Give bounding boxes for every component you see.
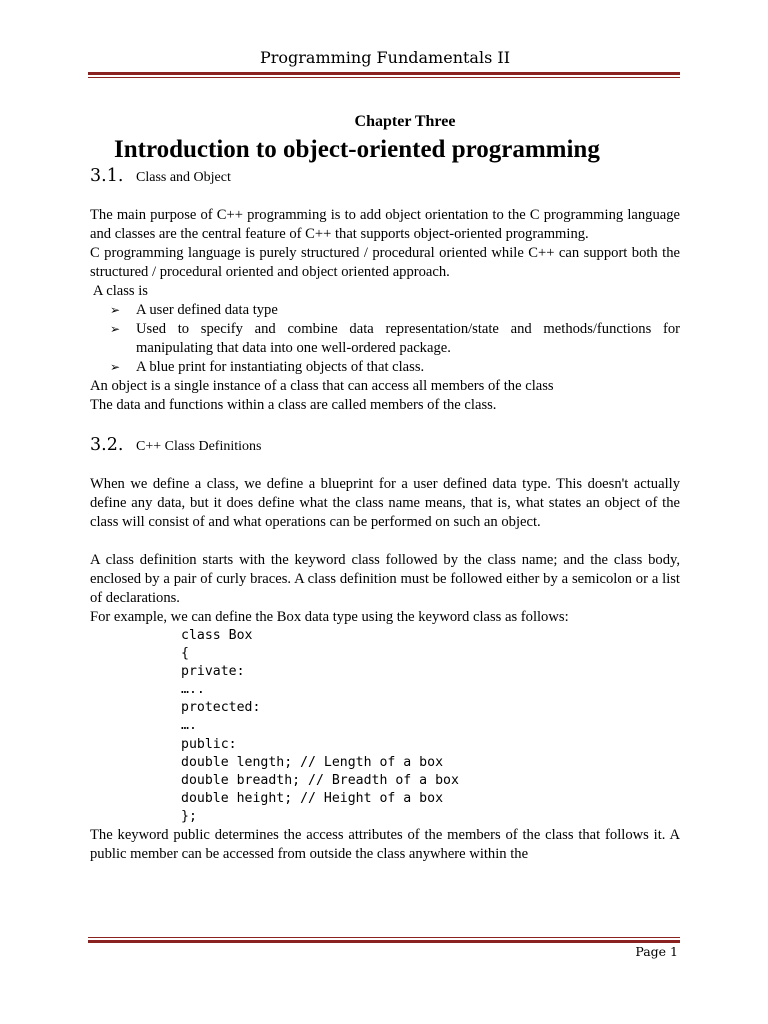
arrow-bullet-icon: ➢ — [110, 322, 121, 336]
list-item: ➢ A user defined data type — [110, 302, 278, 318]
code-line: private: — [181, 664, 245, 680]
running-header: Programming Fundamentals II — [259, 48, 511, 67]
section-name: Class and Object — [136, 170, 231, 185]
list-item: ➢ Used to specify and combine data representation/state and methods/functions for manipulating that data into one well-ordered package. — [110, 321, 680, 356]
paragraph: The data and functions within a class are called members of the class. — [90, 397, 497, 413]
paragraph: The main purpose of C++ programming is to add object orientation to the C programming language and classes are the central feature of C++ that supports object-oriented programming. — [90, 207, 680, 242]
code-line: …. — [181, 718, 197, 734]
bullet-list — [90, 301, 680, 377]
paragraph: For example, we can define the Box data type using the keyword class as follows: — [90, 609, 569, 625]
code-line: ….. — [181, 682, 205, 698]
paragraph: An object is a single instance of a class that can access all members of the class — [90, 378, 554, 394]
list-item: ➢ A blue print for instantiating objects of that class. — [110, 359, 425, 375]
code-line: double breadth; // Breadth of a box — [181, 772, 459, 788]
list-intro: A class is — [90, 283, 148, 299]
chapter-title: Introduction to object-oriented programming — [114, 136, 600, 163]
code-line: double height; // Height of a box — [181, 790, 444, 806]
code-line: class Box — [181, 628, 253, 643]
footer-rule — [88, 937, 680, 943]
code-block — [181, 627, 680, 826]
paragraph: C programming language is purely structured / procedural oriented while C++ can support both the structured / procedural oriented and object oriented approach. — [90, 245, 680, 280]
paragraph: When we define a class, we define a blueprint for a user defined data type. This doesn't actually define any data, but it does define what the class name means, that is, what states an object of the class will consist of and what operations can be performed on such an object. — [90, 476, 680, 530]
header-rule — [88, 72, 680, 78]
code-line: }; — [181, 808, 197, 824]
paragraph: The keyword public determines the access attributes of the members of the class that follows it. A public member can be accessed from outside the class anywhere within the — [90, 827, 680, 863]
section-number: 3.2. — [90, 435, 124, 455]
page-number: Page 1 — [635, 944, 678, 959]
page-content — [90, 112, 680, 864]
code-line: double length; // Length of a box — [181, 754, 444, 770]
code-line: { — [181, 646, 189, 662]
section-name: C++ Class Definitions — [136, 439, 262, 454]
paragraph: A class definition starts with the keyword class followed by the class name; and the class body, enclosed by a pair of curly braces. A class definition must be followed either by a semicolon or a list of declarations. — [90, 552, 680, 606]
arrow-bullet-icon: ➢ — [110, 303, 121, 317]
section-heading-3-1 — [90, 167, 680, 187]
section-number: 3.1. — [90, 166, 124, 186]
arrow-bullet-icon: ➢ — [110, 360, 121, 374]
chapter-label: Chapter Three — [354, 113, 456, 130]
code-line: public: — [181, 736, 237, 752]
section-heading-3-2 — [90, 436, 680, 456]
code-line: protected: — [181, 700, 261, 716]
